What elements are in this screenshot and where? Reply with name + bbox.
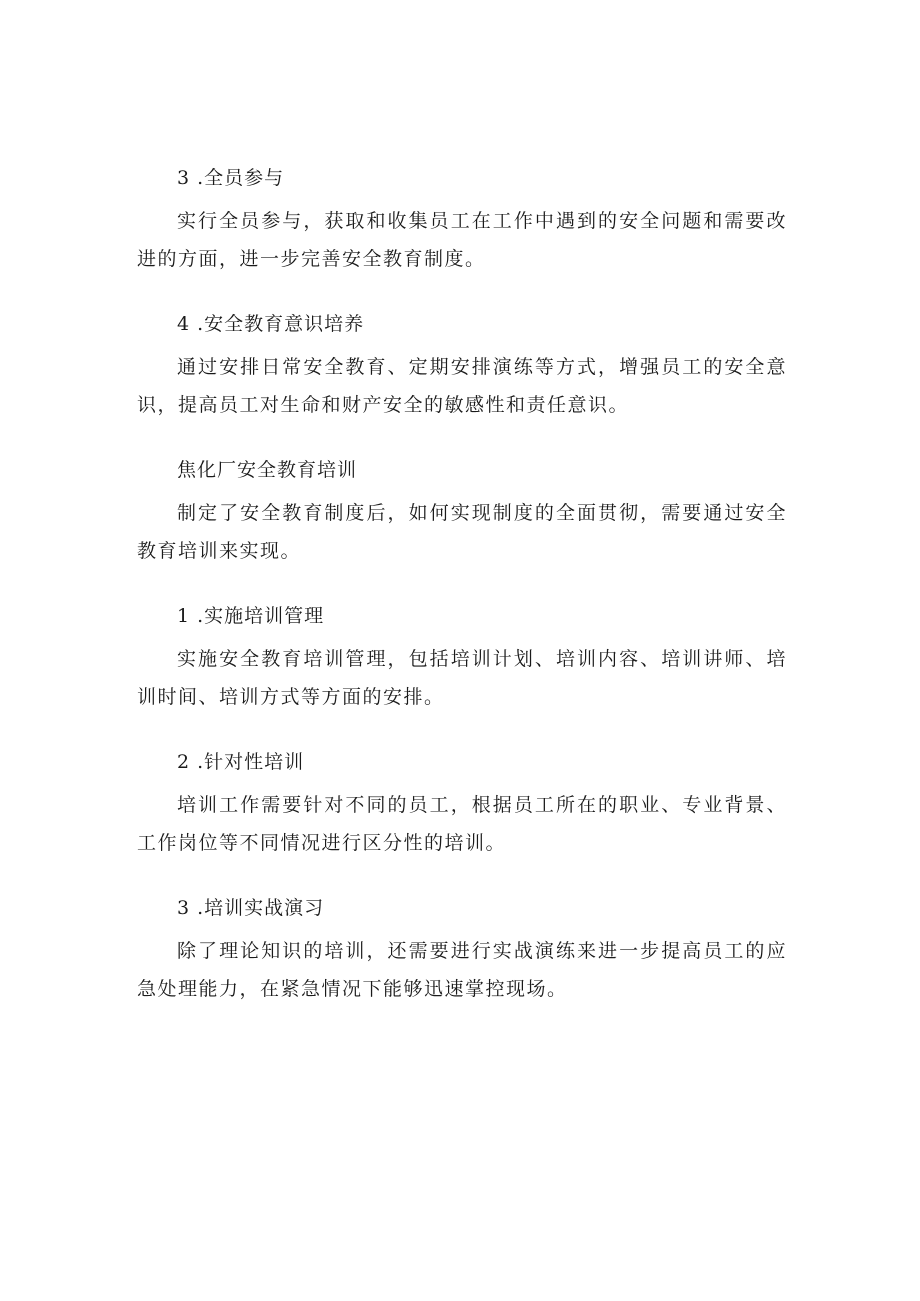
section-heading-awareness: 4 .安全教育意识培养	[177, 313, 365, 335]
section-heading-targeted-training: 2 .针对性培训	[177, 751, 305, 773]
paragraph-targeted-training: 培训工作需要针对不同的员工，根据员工所在的职业、专业背景、工作岗位等不同情况进行区分性的培训。	[137, 794, 787, 854]
section-heading-practical-drills: 3 .培训实战演习	[177, 897, 325, 919]
document-body	[137, 162, 787, 1008]
paragraph-coking-training: 制定了安全教育制度后，如何实现制度的全面贯彻，需要通过安全教育培训来实现。	[137, 502, 787, 562]
section-heading-coking-training: 焦化厂安全教育培训	[177, 459, 358, 481]
section-heading-training-management: 1 .实施培训管理	[177, 605, 325, 627]
section-heading-full-participation: 3 .全员参与	[177, 167, 285, 189]
paragraph-practical-drills: 除了理论知识的培训，还需要进行实战演练来进一步提高员工的应急处理能力，在紧急情况下能够迅速掌控现场。	[137, 940, 787, 1000]
paragraph-training-management: 实施安全教育培训管理，包括培训计划、培训内容、培训讲师、培训时间、培训方式等方面的安排。	[137, 648, 787, 708]
paragraph-awareness: 通过安排日常安全教育、定期安排演练等方式，增强员工的安全意识，提高员工对生命和财产安全的敏感性和责任意识。	[137, 356, 787, 416]
paragraph-full-participation: 实行全员参与，获取和收集员工在工作中遇到的安全问题和需要改进的方面，进一步完善安全教育制度。	[137, 210, 787, 270]
